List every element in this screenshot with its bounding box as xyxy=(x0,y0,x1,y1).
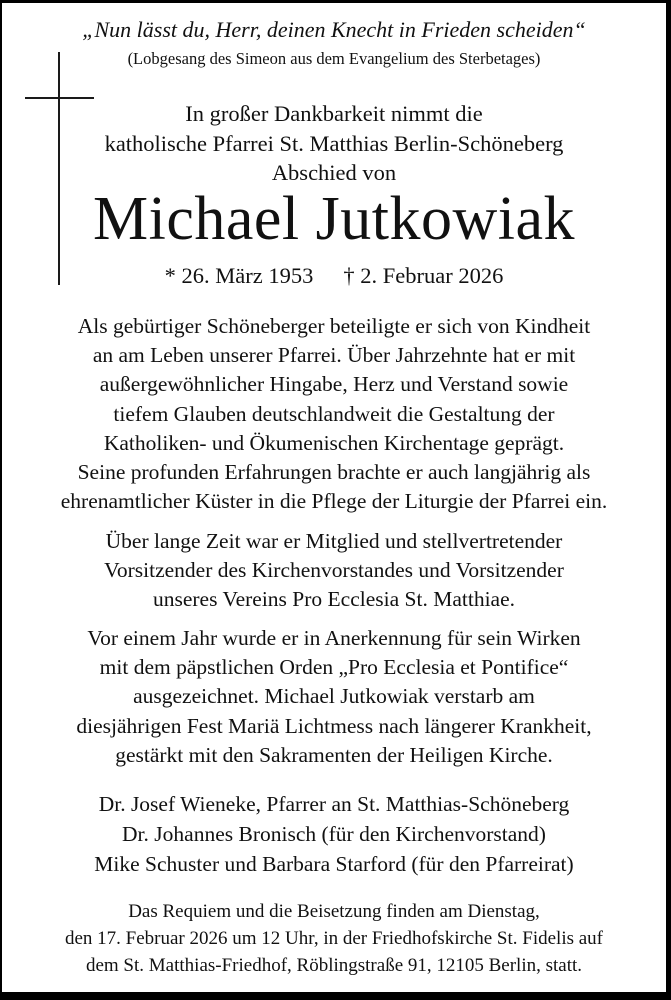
signature-line: Dr. Josef Wieneke, Pfarrer an St. Matthias-Schöneberg xyxy=(98,792,570,816)
deceased-name: Michael Jutkowiak xyxy=(92,185,575,253)
scripture-quote: „Nun lässt du, Herr, deinen Knecht in Frieden scheiden“ xyxy=(82,17,586,42)
paragraph-line: gestärkt mit den Sakramenten der Heiligen Kirche. xyxy=(115,742,553,767)
paragraph-line: Vorsitzender des Kirchenvorstandes und Vorsitzender xyxy=(104,558,564,583)
scripture-quote-source: (Lobgesang des Simeon aus dem Evangelium des Sterbetages) xyxy=(127,49,541,68)
paragraph-line: an am Leben unserer Pfarrei. Über Jahrzehnte hat er mit xyxy=(92,343,576,368)
life-dates xyxy=(2,261,666,291)
funeral-line: Das Requiem und die Beisetzung finden am Dienstag, xyxy=(128,901,540,922)
funeral-details-block xyxy=(2,898,666,979)
death-date: † 2. Februar 2026 xyxy=(343,263,504,288)
signatures-block xyxy=(2,789,666,879)
signature-line: Mike Schuster und Barbara Starford (für den Pfarreirat) xyxy=(94,852,574,876)
paragraph-line: mit dem päpstlichen Orden „Pro Ecclesia et Pontifice“ xyxy=(99,655,569,680)
intro-line: katholische Pfarrei St. Matthias Berlin-Schöneberg xyxy=(104,130,564,156)
paragraph-line: tiefem Glauben deutschlandweit die Gestaltung der xyxy=(113,401,555,426)
intro-line: In großer Dankbarkeit nimmt die xyxy=(185,101,483,126)
paragraph-line: Katholiken- und Ökumenischen Kirchentage geprägt. xyxy=(103,430,565,455)
intro-line: Abschied von xyxy=(271,160,397,185)
paragraph-line: außergewöhnlicher Hingabe, Herz und Verstand sowie xyxy=(99,372,569,397)
obituary-paragraph-3 xyxy=(2,624,666,770)
paragraph-line: diesjährigen Fest Mariä Lichtmess nach längerer Krankheit, xyxy=(76,713,592,738)
paragraph-line: ehrenamtlicher Küster in die Pflege der Liturgie der Pfarrei ein. xyxy=(60,489,608,514)
intro-block xyxy=(2,99,666,188)
funeral-line: dem St. Matthias-Friedhof, Röblingstraße 91, 12105 Berlin, statt. xyxy=(85,955,583,976)
paragraph-line: Über lange Zeit war er Mitglied und stellvertretender xyxy=(105,529,563,553)
obituary-paragraph-2 xyxy=(2,527,666,615)
funeral-line: den 17. Februar 2026 um 12 Uhr, in der Friedhofskirche St. Fidelis auf xyxy=(64,928,603,949)
paragraph-line: Seine profunden Erfahrungen brachte er auch langjährig als xyxy=(77,460,591,485)
obituary-notice xyxy=(2,3,666,992)
paragraph-line: Als gebürtiger Schöneberger beteiligte er sich von Kindheit xyxy=(77,314,591,338)
obituary-paragraph-1 xyxy=(2,312,666,516)
paragraph-line: unseres Vereins Pro Ecclesia St. Matthiae. xyxy=(152,587,516,612)
signature-line: Dr. Johannes Bronisch (für den Kirchenvorstand) xyxy=(122,822,546,846)
paragraph-line: Vor einem Jahr wurde er in Anerkennung für sein Wirken xyxy=(87,626,581,650)
paragraph-line: ausgezeichnet. Michael Jutkowiak verstarb am xyxy=(133,684,535,709)
birth-date: * 26. März 1953 xyxy=(164,263,314,288)
